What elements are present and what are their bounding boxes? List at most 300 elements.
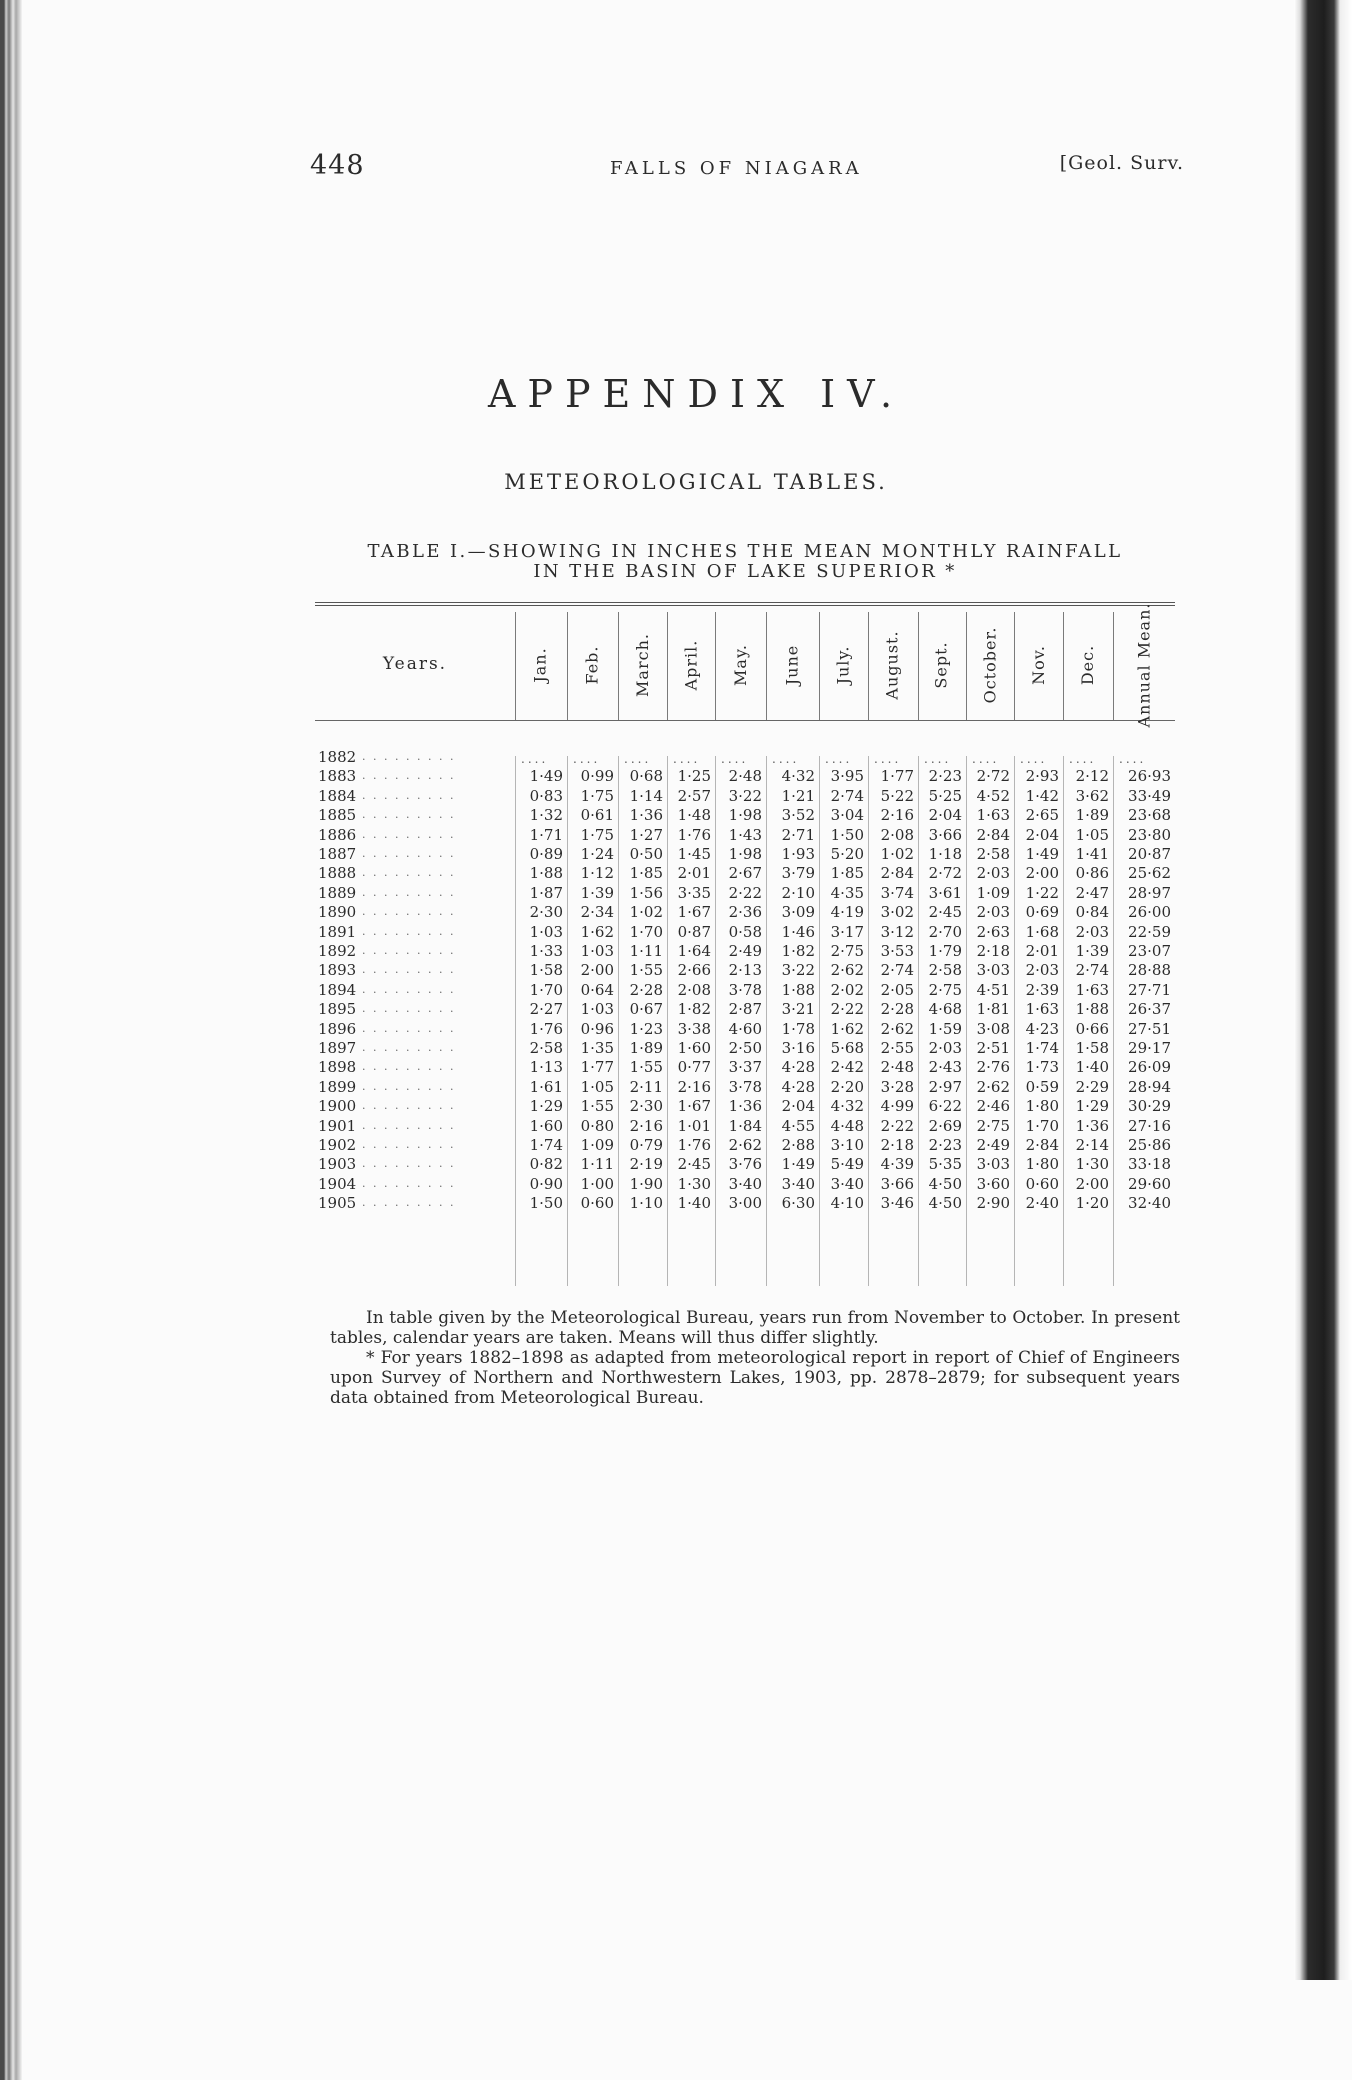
column-header (618, 612, 667, 718)
table-cell: 1·85 (830, 864, 864, 883)
table-cell: 2·02 (830, 980, 864, 999)
table-cell: 2·50 (728, 1039, 762, 1057)
table-caption (300, 542, 1190, 582)
table-cell: 1·59 (928, 1019, 962, 1038)
table-cell: 1·98 (728, 806, 762, 825)
table-cell: 3·61 (928, 883, 962, 902)
row-leader-dots: . . . . . . . . . (362, 1196, 456, 1210)
table-cell: 4·55 (781, 1116, 815, 1135)
table-cell: 1·11 (629, 942, 663, 960)
table-cell: 2·27 (529, 1000, 563, 1019)
table-cell: 1·36 (629, 806, 663, 825)
table-cell: 0·67 (629, 1000, 663, 1019)
table-cell: 4·23 (1025, 1019, 1059, 1038)
table-cell: 28·94 (1128, 1077, 1171, 1096)
table-row (318, 1058, 1178, 1077)
body-column-divider (966, 756, 967, 1286)
table-cell: 33·18 (1128, 1155, 1171, 1174)
row-year: 1892 (318, 942, 357, 960)
table-cell: 1·25 (677, 767, 711, 786)
table-cell: 26·93 (1128, 767, 1171, 786)
table-cell: 0·90 (529, 1174, 563, 1193)
table-cell: 27·16 (1128, 1116, 1171, 1135)
table-cell: 0·58 (728, 922, 762, 941)
table-cell: 2·66 (677, 961, 711, 980)
table-cell: 32·40 (1128, 1194, 1171, 1213)
table-cell: 4·52 (976, 786, 1010, 805)
table-cell: 1·11 (580, 1155, 614, 1174)
table-cell: 2·70 (928, 922, 962, 941)
row-leader-dots: . . . . . . . . . (362, 1021, 456, 1035)
table-cell: 1·01 (677, 1116, 711, 1135)
column-header (868, 612, 918, 718)
table-row (318, 1020, 1178, 1039)
row-leader-dots: . . . . . . . . . (362, 924, 456, 938)
table-cell: 2·03 (1025, 961, 1059, 980)
row-leader-dots: . . . . . . . . . (362, 827, 456, 841)
table-cell: 1·70 (1025, 1116, 1059, 1135)
table-cell: 1·82 (781, 942, 815, 960)
table-cell: 2·84 (1025, 1136, 1059, 1154)
leader-dots: .... (521, 752, 549, 766)
table-cell: 2·49 (976, 1136, 1010, 1154)
column-header-label: Nov. (1028, 645, 1048, 685)
table-cell: 2·03 (976, 903, 1010, 922)
table-cell: 1·55 (629, 961, 663, 980)
table-cell: 2·29 (1075, 1077, 1109, 1096)
table-cell: 2·18 (976, 942, 1010, 960)
table-cell: 0·77 (677, 1058, 711, 1077)
table-cell: 1·63 (1025, 1000, 1059, 1019)
table-cell: 1·74 (529, 1136, 563, 1154)
table-cell: 2·75 (928, 980, 962, 999)
body-column-divider (1063, 756, 1064, 1286)
table-cell: 2·04 (928, 806, 962, 825)
table-cell: 2·13 (728, 961, 762, 980)
column-header (766, 612, 819, 718)
table-cell: 2·10 (781, 883, 815, 902)
column-header (667, 612, 715, 718)
table-cell: 27·71 (1128, 980, 1171, 999)
table-cell: 27·51 (1128, 1019, 1171, 1038)
row-leader-dots: . . . . . . . . . (362, 1099, 456, 1113)
table-cell: 1·14 (629, 786, 663, 805)
table-notes (330, 1308, 1180, 1408)
appendix-title: APPENDIX IV. (487, 372, 905, 416)
table-cell: 2·62 (728, 1136, 762, 1154)
table-cell: 28·97 (1128, 883, 1171, 902)
table-cell: 2·57 (677, 786, 711, 805)
table-cell: 5·49 (830, 1155, 864, 1174)
table-cell: 3·40 (728, 1174, 762, 1193)
table-cell: 2·84 (976, 825, 1010, 844)
table-cell: 0·86 (1075, 864, 1109, 883)
table-cell: 3·09 (781, 903, 815, 922)
leader-dots: .... (825, 752, 853, 766)
table-cell: 4·32 (830, 1097, 864, 1116)
running-head-right: [Geol. Surv. (1059, 152, 1184, 174)
table-cell: 1·22 (1025, 883, 1059, 902)
table-cell: 1·50 (830, 825, 864, 844)
table-cell: 4·99 (880, 1097, 914, 1116)
table-cell: 3·40 (781, 1174, 815, 1193)
row-leader-dots: . . . . . . . . . (362, 963, 456, 977)
table-cell: 2·48 (880, 1058, 914, 1077)
table-cell: 1·03 (580, 1000, 614, 1019)
table-cell: 2·93 (1025, 767, 1059, 786)
table-cell: 3·78 (728, 980, 762, 999)
table-cell: 2·19 (629, 1155, 663, 1174)
table-cell: 1·49 (781, 1155, 815, 1174)
table-cell: 2·20 (830, 1077, 864, 1096)
table-cell: 2·34 (580, 903, 614, 922)
table-cell: 3·03 (976, 961, 1010, 980)
table-cell: 1·70 (629, 922, 663, 941)
table-cell: 1·75 (580, 786, 614, 805)
row-year: 1885 (318, 806, 357, 825)
table-cell: 26·00 (1128, 903, 1171, 922)
table-cell: 3·03 (976, 1155, 1010, 1174)
table-cell: 25·62 (1128, 864, 1171, 883)
table-cell: 2·75 (830, 942, 864, 960)
table-cell: 3·22 (781, 961, 815, 980)
leader-dots: .... (924, 752, 952, 766)
table-cell: 2·36 (728, 903, 762, 922)
table-cell: 4·50 (928, 1174, 962, 1193)
table-cell: 6·22 (928, 1097, 962, 1116)
column-header (966, 612, 1014, 718)
table-cell: 1·49 (529, 767, 563, 786)
table-cell: 2·62 (976, 1077, 1010, 1096)
row-leader-dots: . . . . . . . . . (362, 1118, 456, 1132)
table-cell: 3·40 (830, 1174, 864, 1193)
table-cell: 1·60 (677, 1039, 711, 1057)
row-leader-dots: . . . . . . . . . (362, 1079, 456, 1093)
table-cell: 4·19 (830, 903, 864, 922)
table-cell: 1·76 (677, 1136, 711, 1154)
table-cell: 1·43 (728, 825, 762, 844)
table-header-rule (315, 720, 1175, 721)
table-cell: 0·60 (580, 1194, 614, 1213)
column-header-label: July. (833, 645, 853, 685)
table-cell: 1·55 (580, 1097, 614, 1116)
table-cell: 1·05 (1075, 825, 1109, 844)
table-cell: 2·28 (880, 1000, 914, 1019)
table-cell: 2·65 (1025, 806, 1059, 825)
table-cell: 1·32 (529, 806, 563, 825)
table-cell: 2·71 (781, 825, 815, 844)
table-row (318, 748, 1178, 767)
table-cell: 4·10 (830, 1194, 864, 1213)
row-leader-dots: . . . . . . . . . (362, 788, 456, 802)
table-row (318, 845, 1178, 864)
body-column-divider (766, 756, 767, 1286)
table-row (318, 1039, 1178, 1058)
table-cell: 2·04 (781, 1097, 815, 1116)
table-cell: 5·20 (830, 845, 864, 863)
table-cell: 3·74 (880, 883, 914, 902)
row-leader-dots: . . . . . . . . . (362, 1060, 456, 1074)
row-year: 1886 (318, 825, 357, 844)
table-cell: 1·89 (1075, 806, 1109, 825)
table-caption-line1: TABLE I.—SHOWING IN INCHES THE MEAN MONTHLY RAINFALL (367, 541, 1123, 562)
table-cell: 0·59 (1025, 1077, 1059, 1096)
table-cell: 1·46 (781, 922, 815, 941)
table-cell: 1·33 (529, 942, 563, 960)
table-cell: 1·41 (1075, 845, 1109, 863)
table-cell: 23·07 (1128, 942, 1171, 960)
table-cell: 4·28 (781, 1077, 815, 1096)
table-cell: 1·67 (677, 903, 711, 922)
table-cell: 3·79 (781, 864, 815, 883)
table-cell: 2·16 (677, 1077, 711, 1096)
table-caption-line2: IN THE BASIN OF LAKE SUPERIOR * (533, 561, 957, 582)
section-title: METEOROLOGICAL TABLES. (504, 470, 888, 494)
table-cell: 2·16 (880, 806, 914, 825)
column-header (515, 612, 567, 718)
leader-dots: .... (1069, 752, 1097, 766)
row-leader-dots: . . . . . . . . . (362, 944, 456, 957)
table-cell: 1·70 (529, 980, 563, 999)
table-cell: 1·30 (677, 1174, 711, 1193)
table-cell: 1·60 (529, 1116, 563, 1135)
table-cell: 2·00 (1075, 1174, 1109, 1193)
body-column-divider (667, 756, 668, 1286)
row-year: 1889 (318, 883, 357, 902)
table-cell: 1·03 (580, 942, 614, 960)
table-row (318, 1155, 1178, 1174)
row-leader-dots: . . . . . . . . . (362, 1157, 456, 1171)
row-year: 1893 (318, 961, 357, 980)
table-cell: 2·72 (976, 767, 1010, 786)
table-cell: 3·28 (880, 1077, 914, 1096)
page-number: 448 (310, 150, 365, 181)
table-cell: 0·61 (580, 806, 614, 825)
table-cell: 0·99 (580, 767, 614, 786)
table-row (318, 767, 1178, 786)
table-cell: 1·80 (1025, 1155, 1059, 1174)
table-cell: 0·69 (1025, 903, 1059, 922)
table-row (318, 1078, 1178, 1097)
table-cell: 2·30 (629, 1097, 663, 1116)
table-cell: 1·76 (677, 825, 711, 844)
table-cell: 1·02 (629, 903, 663, 922)
table-cell: 0·80 (580, 1116, 614, 1135)
table-cell: 33·49 (1128, 786, 1171, 805)
table-cell: 2·97 (928, 1077, 962, 1096)
table-cell: 3·66 (880, 1174, 914, 1193)
column-header-label: August. (883, 630, 903, 700)
table-cell: 2·69 (928, 1116, 962, 1135)
table-cell: 2·75 (976, 1116, 1010, 1135)
table-cell: 1·40 (1075, 1058, 1109, 1077)
table-cell: 2·76 (976, 1058, 1010, 1077)
table-cell: 1·75 (580, 825, 614, 844)
table-cell: 1·36 (1075, 1116, 1109, 1135)
table-cell: 1·98 (728, 845, 762, 863)
table-cell: 1·88 (1075, 1000, 1109, 1019)
table-cell: 2·08 (677, 980, 711, 999)
table-cell: 1·88 (781, 980, 815, 999)
table-cell: 1·23 (629, 1019, 663, 1038)
body-column-divider (918, 756, 919, 1286)
table-row (318, 1175, 1178, 1194)
column-header (1014, 612, 1063, 718)
table-cell: 3·08 (976, 1019, 1010, 1038)
leader-dots: .... (673, 752, 701, 766)
table-cell: 28·88 (1128, 961, 1171, 980)
table-cell: 1·27 (629, 825, 663, 844)
table-cell: 0·79 (629, 1136, 663, 1154)
table-cell: 1·88 (529, 864, 563, 883)
table-row (318, 942, 1178, 961)
table-cell: 1·56 (629, 883, 663, 902)
table-cell: 3·04 (830, 806, 864, 825)
table-cell: 3·38 (677, 1019, 711, 1038)
table-cell: 3·46 (880, 1194, 914, 1213)
table-cell: 1·73 (1025, 1058, 1059, 1077)
table-cell: 2·58 (928, 961, 962, 980)
note-paragraph-1: In table given by the Meteorological Bureau, years run from November to October. In present tables, calendar years are taken. Means will thus differ slightly. (330, 1308, 1180, 1348)
row-leader-dots: . . . . . . . . . (362, 885, 456, 899)
years-column-header: Years. (382, 654, 448, 674)
column-header (819, 612, 868, 718)
table-cell: 1·36 (728, 1097, 762, 1116)
body-column-divider (1113, 756, 1114, 1286)
table-cell: 1·39 (580, 883, 614, 902)
table-cell: 2·04 (1025, 825, 1059, 844)
table-cell: 2·45 (928, 903, 962, 922)
row-leader-dots: . . . . . . . . . (362, 982, 456, 996)
table-cell: 1·62 (830, 1019, 864, 1038)
table-row (318, 864, 1178, 883)
table-cell: 0·60 (1025, 1174, 1059, 1193)
table-cell: 1·78 (781, 1019, 815, 1038)
table-cell: 3·22 (728, 786, 762, 805)
body-column-divider (567, 756, 568, 1286)
row-year: 1887 (318, 845, 357, 863)
table-cell: 2·05 (880, 980, 914, 999)
table-cell: 2·23 (928, 767, 962, 786)
row-leader-dots: . . . . . . . . . (362, 1002, 456, 1016)
column-header-label: Jan. (531, 647, 550, 683)
table-row (318, 1000, 1178, 1019)
table-cell: 1·79 (928, 942, 962, 960)
column-header-label: Annual Mean. (1134, 602, 1153, 728)
column-header (918, 612, 966, 718)
leader-dots: .... (772, 752, 800, 766)
running-title: FALLS OF NIAGARA (610, 158, 863, 179)
table-row (318, 981, 1178, 1000)
table-cell: 4·35 (830, 883, 864, 902)
table-cell: 4·50 (928, 1194, 962, 1213)
table-cell: 0·66 (1075, 1019, 1109, 1038)
column-header-label: June (782, 644, 802, 686)
table-cell: 2·49 (728, 942, 762, 960)
row-year: 1896 (318, 1019, 357, 1038)
table-cell: 0·83 (529, 786, 563, 805)
table-cell: 2·87 (728, 1000, 762, 1019)
table-cell: 3·00 (728, 1194, 762, 1213)
table-cell: 2·39 (1025, 980, 1059, 999)
table-cell: 1·13 (529, 1058, 563, 1077)
table-cell: 20·87 (1128, 845, 1171, 863)
table-cell: 1·71 (529, 825, 563, 844)
table-cell: 1·87 (529, 883, 563, 902)
table-row (318, 961, 1178, 980)
table-cell: 3·76 (728, 1155, 762, 1174)
table-cell: 5·25 (928, 786, 962, 805)
table-cell: 2·01 (677, 864, 711, 883)
table-cell: 2·74 (880, 961, 914, 980)
table-cell: 0·96 (580, 1019, 614, 1038)
table-cell: 1·09 (976, 883, 1010, 902)
table-cell: 22·59 (1128, 922, 1171, 941)
table-cell: 2·22 (728, 883, 762, 902)
table-cell: 1·24 (580, 845, 614, 863)
table-cell: 1·62 (580, 922, 614, 941)
table-cell: 2·63 (976, 922, 1010, 941)
row-leader-dots: . . . . . . . . . (362, 866, 456, 880)
table-cell: 1·10 (629, 1194, 663, 1213)
table-cell: 3·78 (728, 1077, 762, 1096)
table-cell: 25·86 (1128, 1136, 1171, 1154)
row-leader-dots: . . . . . . . . . (362, 1176, 456, 1190)
note-paragraph-2: * For years 1882–1898 as adapted from meteorological report in report of Chief of Engineers upon Survey of Northern and Northwestern Lakes, 1903, pp. 2878–2879; for subsequent years data obtained from Meteorological Bureau. (330, 1348, 1180, 1408)
table-cell: 2·00 (1025, 864, 1059, 883)
table-cell: 2·84 (880, 864, 914, 883)
scan-right-edge (1294, 0, 1352, 2080)
row-year: 1902 (318, 1136, 357, 1154)
table-cell: 5·35 (928, 1155, 962, 1174)
table-cell: 1·05 (580, 1077, 614, 1096)
table-cell: 3·12 (880, 922, 914, 941)
row-year: 1894 (318, 980, 357, 999)
table-cell: 1·35 (580, 1039, 614, 1057)
table-cell: 1·29 (1075, 1097, 1109, 1116)
table-cell: 3·53 (880, 942, 914, 960)
table-cell: 2·74 (1075, 961, 1109, 980)
table-cell: 1·20 (1075, 1194, 1109, 1213)
body-column-divider (515, 756, 516, 1286)
table-row (318, 903, 1178, 922)
row-year: 1895 (318, 1000, 357, 1019)
table-cell: 2·03 (928, 1039, 962, 1057)
row-leader-dots: . . . . . . . . . (362, 750, 456, 763)
row-leader-dots: . . . . . . . . . (362, 808, 456, 822)
table-cell: 1·82 (677, 1000, 711, 1019)
table-cell: 5·22 (880, 786, 914, 805)
table-cell: 0·84 (1075, 903, 1109, 922)
table-cell: 1·58 (529, 961, 563, 980)
row-leader-dots: . . . . . . . . . (362, 847, 456, 860)
table-cell: 1·39 (1075, 942, 1109, 960)
table-cell: 23·68 (1128, 806, 1171, 825)
column-header-label: April. (681, 639, 701, 691)
table-cell: 2·23 (928, 1136, 962, 1154)
table-cell: 2·42 (830, 1058, 864, 1077)
column-header (715, 612, 766, 718)
table-cell: 0·50 (629, 845, 663, 863)
table-cell: 4·60 (728, 1019, 762, 1038)
table-cell: 2·22 (830, 1000, 864, 1019)
column-header-label: October. (980, 626, 1000, 704)
table-row (318, 884, 1178, 903)
table-cell: 2·22 (880, 1116, 914, 1135)
table-row (318, 1194, 1178, 1213)
row-year: 1899 (318, 1077, 357, 1096)
table-cell: 4·48 (830, 1116, 864, 1135)
